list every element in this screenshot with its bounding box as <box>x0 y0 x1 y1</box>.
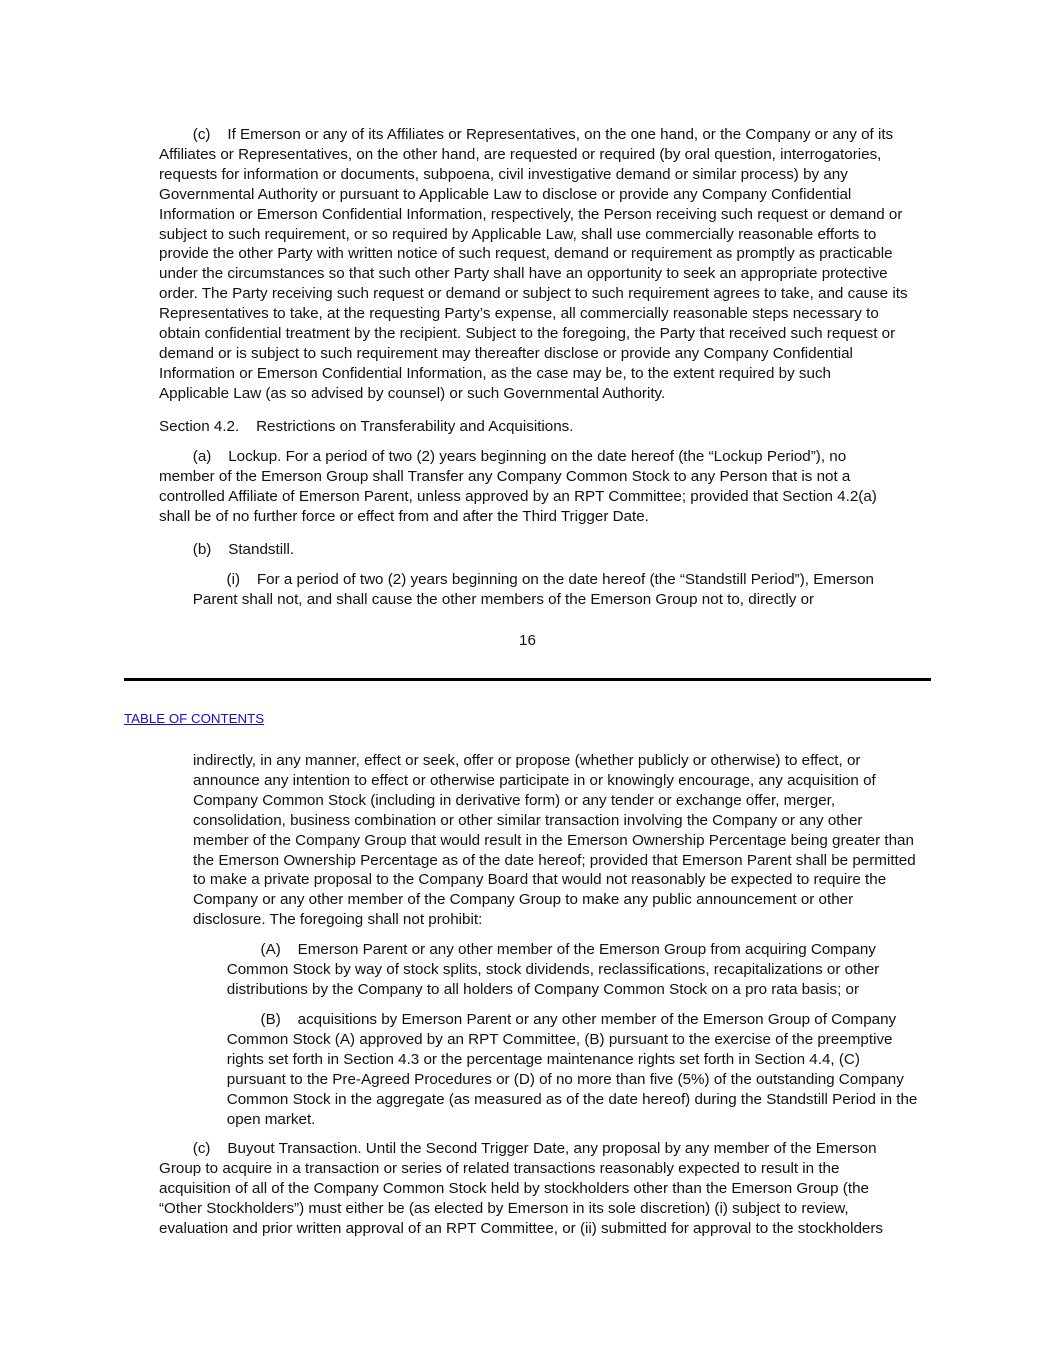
text-line: Information or Emerson Confidential Information, respectively, the Person receiving such request or demand or <box>159 205 903 223</box>
text-line: (b) Standstill. <box>159 541 295 558</box>
text-line: Company Common Stock (including in derivative form) or any tender or exchange offer, merger, <box>193 791 836 809</box>
text-line: member of the Emerson Group shall Transfer any Company Common Stock to any Person that is not a <box>159 467 851 485</box>
text-line: controlled Affiliate of Emerson Parent, unless approved by an RPT Committee; provided that Section 4.2(a) <box>159 487 877 505</box>
text-line: Common Stock in the aggregate (as measured as of the date hereof) during the Standstill Period in the <box>193 1090 918 1108</box>
text-line: (c) Buyout Transaction. Until the Second Trigger Date, any proposal by any member of the Emerson <box>159 1140 877 1157</box>
paragraph-a-lockup <box>159 447 939 527</box>
text-line: Common Stock by way of stock splits, stock dividends, reclassifications, recapitalizations or other <box>193 960 880 978</box>
section-heading-text: Section 4.2. Restrictions on Transferability and Acquisitions. <box>159 418 574 435</box>
text-line: disclosure. The foregoing shall not prohibit: <box>193 911 483 929</box>
text-line: acquisition of all of the Company Common Stock held by stockholders other than the Emerson Group (the <box>159 1179 869 1197</box>
text-line: order. The Party receiving such request or demand or subject to such requirement agrees to take, and cause its <box>159 285 908 303</box>
text-line: (a) Lockup. For a period of two (2) years beginning on the date hereof (the “Lockup Period”), no <box>159 448 847 465</box>
text-line: consolidation, business combination or other similar transaction involving the Company or any other <box>193 811 863 829</box>
page-divider <box>124 678 931 681</box>
text-line: member of the Company Group that would result in the Emerson Ownership Percentage being greater than <box>193 831 914 849</box>
text-line: Governmental Authority or pursuant to Applicable Law to disclose or provide any Company Confidential <box>159 185 852 203</box>
text-line: provide the other Party with written notice of such request, demand or requirement as promptly as practicable <box>159 245 893 263</box>
text-line: requests for information or documents, subpoena, civil investigative demand or similar process) by any <box>159 165 848 183</box>
text-line: Group to acquire in a transaction or series of related transactions reasonably expected to result in the <box>159 1159 840 1177</box>
text-line: (c) If Emerson or any of its Affiliates or Representatives, on the one hand, or the Company or any of its <box>159 126 894 143</box>
text-line: “Other Stockholders”) must either be (as elected by Emerson in its sole discretion) (i) subject to review, <box>159 1199 849 1217</box>
text-line: (B) acquisitions by Emerson Parent or any other member of the Emerson Group of Company <box>193 1011 897 1028</box>
paragraph-c-buyout <box>159 1139 939 1239</box>
text-line: Information or Emerson Confidential Information, as the case may be, to the extent required by such <box>159 364 831 382</box>
text-line: announce any intention to effect or otherwise participate in or knowingly encourage, any acquisition of <box>193 771 876 789</box>
paragraph-b-standstill <box>159 540 939 560</box>
text-line: under the circumstances so that such other Party shall have an opportunity to seek an appropriate protective <box>159 265 888 283</box>
text-line: distributions by the Company to all holders of Company Common Stock on a pro rata basis; or <box>193 980 860 998</box>
text-line: Applicable Law (as so advised by counsel) or such Governmental Authority. <box>159 384 666 402</box>
text-line: evaluation and prior written approval of an RPT Committee, or (ii) submitted for approval to the stockholders <box>159 1219 884 1237</box>
text-line: the Emerson Ownership Percentage as of the date hereof; provided that Emerson Parent shall be permitted <box>193 851 916 869</box>
paragraph-A-stock-splits <box>193 940 953 1000</box>
table-of-contents-link[interactable]: TABLE OF CONTENTS <box>124 711 265 726</box>
paragraph-B-acquisitions <box>193 1010 953 1129</box>
text-line: Common Stock (A) approved by an RPT Committee, (B) pursuant to the exercise of the preemptive <box>193 1030 893 1048</box>
text-line: Company or any other member of the Company Group to make any public announcement or other <box>193 891 854 909</box>
paragraph-i-standstill <box>159 570 939 610</box>
text-line: to make a private proposal to the Company Board that would not reasonably be expected to require the <box>193 871 887 889</box>
text-line: (A) Emerson Parent or any other member of the Emerson Group from acquiring Company <box>193 941 876 958</box>
text-line: Affiliates or Representatives, on the other hand, are requested or required (by oral question, interrogatories, <box>159 145 882 163</box>
text-line: demand or is subject to such requirement may thereafter disclose or provide any Company Confidential <box>159 344 853 362</box>
paragraph-c-confidentiality <box>159 125 939 404</box>
text-line: Representatives to take, at the requesting Party’s expense, all commercially reasonable steps necessary to <box>159 305 879 323</box>
paragraph-i-continued <box>193 751 953 930</box>
text-line: subject to such requirement, or so required by Applicable Law, shall use commercially reasonable efforts to <box>159 225 877 243</box>
text-line: pursuant to the Pre-Agreed Procedures or (D) of no more than five (5%) of the outstanding Company <box>193 1070 904 1088</box>
text-line: shall be of no further force or effect from and after the Third Trigger Date. <box>159 507 649 525</box>
text-line: (i) For a period of two (2) years beginning on the date hereof (the “Standstill Period”), Emerson <box>159 571 874 588</box>
text-line: indirectly, in any manner, effect or seek, offer or propose (whether publicly or otherwise) to effect, or <box>193 752 861 769</box>
text-line: open market. <box>193 1110 316 1128</box>
text-line: obtain confidential treatment by the recipient. Subject to the foregoing, the Party that received such request or <box>159 325 896 343</box>
text-line: Parent shall not, and shall cause the other members of the Emerson Group not to, directly or <box>159 590 815 608</box>
text-line: rights set forth in Section 4.3 or the percentage maintenance rights set forth in Section 4.4, (C) <box>193 1050 860 1068</box>
section-heading <box>159 417 939 437</box>
page-number: 16 <box>519 632 536 649</box>
